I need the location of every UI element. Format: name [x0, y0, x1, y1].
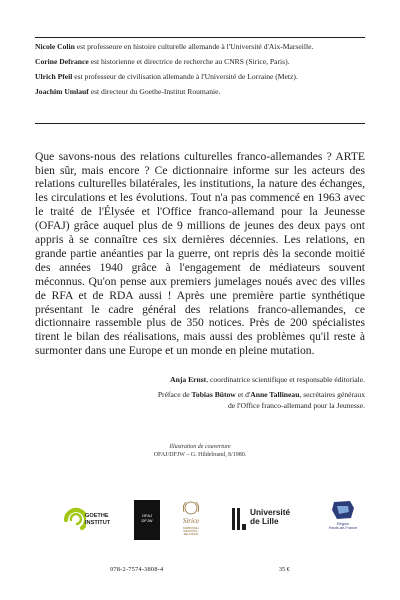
- cover-credit-label: Illustration de couverture: [169, 444, 231, 450]
- author-desc: est professeur de civilisation allemande à l'Université de Lorraine (Metz).: [72, 72, 298, 81]
- region-map-icon: [320, 498, 366, 522]
- ofaj-wordmark: OFAJ DFJW: [141, 513, 153, 523]
- top-rule: [35, 37, 365, 38]
- author-bio: [35, 56, 365, 68]
- preface-conjunction: et d': [235, 389, 251, 399]
- preface-line-2: de l'Office franco-allemand pour la Jeunesse.: [227, 401, 365, 410]
- editorial-credits: [35, 374, 365, 415]
- author-bio: [35, 41, 365, 53]
- coordinator-role: , coordinatrice scientifique et responsable éditoriale.: [206, 375, 365, 384]
- laurel-emblem-icon: [176, 498, 206, 518]
- author-name: Corine Defrance: [35, 57, 89, 66]
- cover-illustration-credit: [0, 443, 400, 459]
- sirice-subtitle: SORBONNE • IDENTITÉS • RELATIONS: [182, 527, 200, 536]
- hdf-wordmark: Région Hauts-de-France: [328, 522, 358, 531]
- middle-rule: [35, 123, 365, 124]
- lille-wordmark: Université de Lille: [250, 507, 291, 526]
- author-desc: est directeur du Goethe-Institut Roumanie.: [88, 87, 221, 96]
- preface-prefix: Préface de: [157, 389, 192, 399]
- author-bio: [35, 86, 365, 98]
- author-name: Ulrich Pfeil: [35, 72, 73, 81]
- coordinator-name: Anja Ernst: [170, 375, 207, 384]
- universite-de-lille-logo: [230, 498, 294, 542]
- ofaj-logo: [134, 500, 160, 540]
- lille-bars-icon: [230, 498, 248, 542]
- partner-logos: [62, 498, 362, 542]
- preface-credit: [35, 389, 365, 412]
- author-bios: [35, 41, 365, 101]
- price: 35 €: [278, 566, 290, 573]
- back-cover-blurb: Que savons-nous des relations culturelles franco-allemandes ? ARTE bien sûr, mais encore ? Ce dictionnaire informe sur les acteurs des relations culturelles bilatérales, les institutions, la nature des échanges, les circulations et les évolutions. Tout n'a pas commencé en 1963 avec le traité de l'Élysée et l'Office franco-allemand pour la Jeunesse (OFAJ) grâce auquel plus de 9 millions de jeunes des deux pays ont appris à se connaître ces six dernières décennies. Les relations, en grande partie anéanties par la guerre, ont repris dès la seconde moitié des années 1940 grâce à l'engagement de médiateurs souvent méconnus. Qu'on pense aux premiers jumelages noués avec des villes de RFA et de RDA aussi ! Après une première partie synthétique présentant le cadre général des relations franco-allemandes, ce dictionnaire rassemble plus de 350 notices. Près de 200 spécialistes tirent le bilan des réalisations, mais aussi des problèmes qu'il reste à surmonter dans une Europe et un monde en pleine mutation.: [35, 149, 365, 358]
- author-bio: [35, 71, 365, 83]
- author-desc: est historienne et directrice de recherche au CNRS (Sirice, Paris).: [88, 57, 290, 66]
- coordinator-credit: [35, 374, 365, 386]
- preface-author-2: Anne Tallineau: [250, 389, 300, 399]
- sirice-logo: [176, 498, 206, 542]
- goethe-swirl-icon: [62, 498, 86, 542]
- sirice-wordmark: Sirice: [182, 517, 200, 525]
- preface-suffix: , secrétaires généraux: [299, 389, 365, 399]
- author-desc: est professeure en histoire culturelle allemande à l'Université d'Aix-Marseille.: [74, 42, 314, 51]
- cover-credit-value: OFAJ/DFJW – G. Hildebrand, 8/1980.: [153, 452, 247, 458]
- isbn: 978-2-7574-3808-4: [110, 566, 164, 573]
- region-hauts-de-france-logo: [320, 498, 366, 542]
- preface-author-1: Tobias Bütow: [191, 389, 236, 399]
- goethe-wordmark: GOETHE INSTITUT: [85, 513, 111, 526]
- author-name: Joachim Umlauf: [35, 87, 89, 96]
- goethe-institut-logo: [62, 498, 118, 542]
- author-name: Nicole Colin: [35, 42, 75, 51]
